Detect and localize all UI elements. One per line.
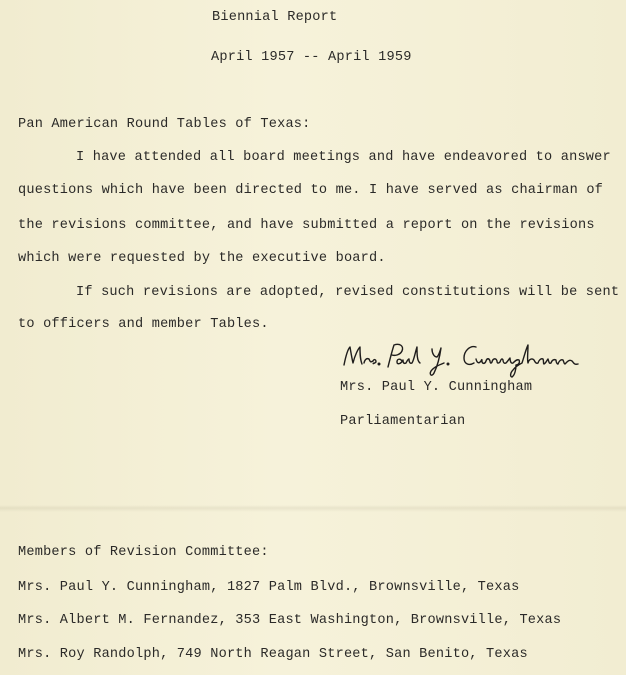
paragraph-line: If such revisions are adopted, revised constitutions will be sent [76,285,620,300]
paragraph-line: I have attended all board meetings and have endeavored to answer [76,150,611,165]
paragraph-line: the revisions committee, and have submitted a report on the revisions [18,218,595,233]
report-dates: April 1957 -- April 1959 [211,50,412,65]
committee-heading: Members of Revision Committee: [18,545,269,560]
salutation: Pan American Round Tables of Texas: [18,117,311,132]
report-title: Biennial Report [212,10,338,25]
signer-name: Mrs. Paul Y. Cunningham [340,380,533,395]
committee-member: Mrs. Albert M. Fernandez, 353 East Washington, Brownsville, Texas [18,613,562,628]
paragraph-line: questions which have been directed to me. I have served as chairman of [18,183,604,198]
signer-title: Parliamentarian [340,414,466,429]
paragraph-line: which were requested by the executive board. [18,251,386,266]
paragraph-line: to officers and member Tables. [18,317,269,332]
handwritten-signature [340,337,620,379]
committee-member: Mrs. Paul Y. Cunningham, 1827 Palm Blvd., Brownsville, Texas [18,580,520,595]
committee-member: Mrs. Roy Randolph, 749 North Reagan Street, San Benito, Texas [18,647,528,662]
